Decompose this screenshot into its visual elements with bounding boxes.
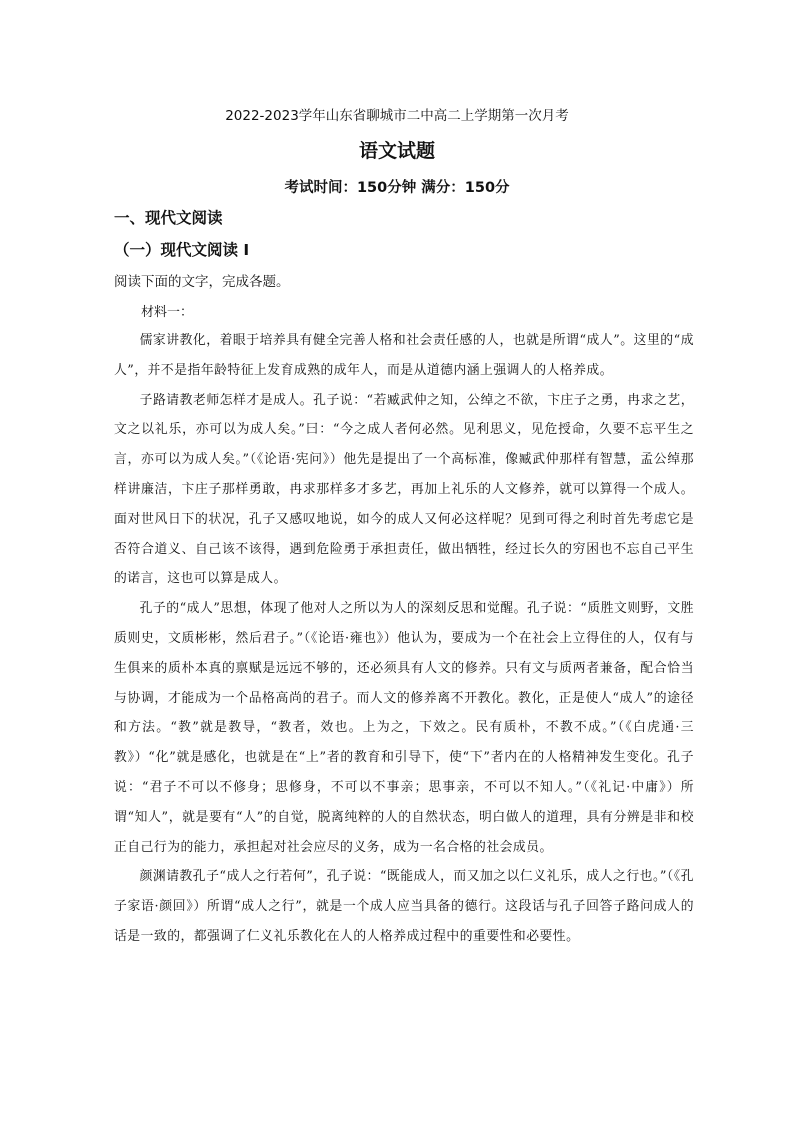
paragraph-1: 儒家讲教化，着眼于培养具有健全完善人格和社会责任感的人，也就是所谓“成人”。这里的“成人”，并不是指年龄特征上发育成熟的成年人，而是从道德内涵上强调人的人格养成。 (114, 333, 694, 378)
paragraph-4: 颜渊请教孔子“成人之行若何”，孔子说：“既能成人，而又加之以仁义礼乐，成人之行也。”（《孔子家语·颜回》）所谓“成人之行”，就是一个成人应当具备的德行。这段话与孔子回答子路问成人的话是一致的，都强调了仁义礼乐教化在人的人格养成过程中的重要性和必要性。 (114, 869, 694, 944)
material-label: 材料一： (141, 305, 194, 320)
exam-subtitle: 2022-2023学年山东省聊城市二中高二上学期第一次月考 (225, 108, 569, 124)
page-title: 语文试题 (358, 140, 435, 162)
paragraph-3: 孔子的“成人”思想，体现了他对人之所以为人的深刻反思和觉醒。孔子说：“质胜文则野，文胜质则史，文质彬彬，然后君子。”（《论语·雍也》）他认为，要成为一个在社会上立得住的人，仅有与生俱来的质朴本真的禀赋是远远不够的，还必须具有人文的修养。只有文与质两者兼备，配合恰当与协调，才能成为一个品格高尚的君子。而人文的修养离不开教化。教化，正是使人“成人”的途径和方法。“教”就是教导，“教者，效也。上为之，下效之。民有质朴，不教不成。”（《白虎通·三教》）“化”就是感化，也就是在“上”者的教育和引导下，使“下”者内在的人格精神发生变化。孔子说：“君子不可以不修身；思修身，不可以不事亲；思事亲，不可以不知人。”（《礼记·中庸》）所谓“知人”，就是要有“人”的自觉，脱离纯粹的人的自然状态，明白做人的道理，具有分辨是非和校正自己行为的能力，承担起对社会应尽的义务，成为一名合格的社会成员。 (114, 601, 694, 855)
section-subheading: （一）现代文阅读 I (114, 241, 250, 259)
paragraph-2: 子路请教老师怎样才是成人。孔子说：“若臧武仲之知，公绰之不欲，卞庄子之勇，冉求之艺，文之以礼乐，亦可以为成人矣。”曰：“今之成人者何必然。见利思义，见危授命，久要不忘平生之言，亦可以为成人矣。”（《论语·宪问》）他先是提出了一个高标准，像臧武仲那样有智慧，孟公绰那样讲廉洁，卞庄子那样勇敢，冉求那样多才多艺，再加上礼乐的人文修养，就可以算得一个成人。面对世风日下的状况，孔子又感叹地说，如今的成人又何必这样呢？见到可得之利时首先考虑它是否符合道义、自己该不该得，遇到危险勇于承担责任，做出牺牲，经过长久的穷困也不忘自己平生的诺言，这也可以算是成人。 (114, 392, 694, 587)
instruction-text: 阅读下面的文字，完成各题。 (114, 274, 290, 290)
section-heading: 一、现代文阅读 (114, 209, 223, 227)
article-body (114, 326, 694, 952)
exam-info: 考试时间：150分钟 满分：150分 (284, 180, 510, 196)
